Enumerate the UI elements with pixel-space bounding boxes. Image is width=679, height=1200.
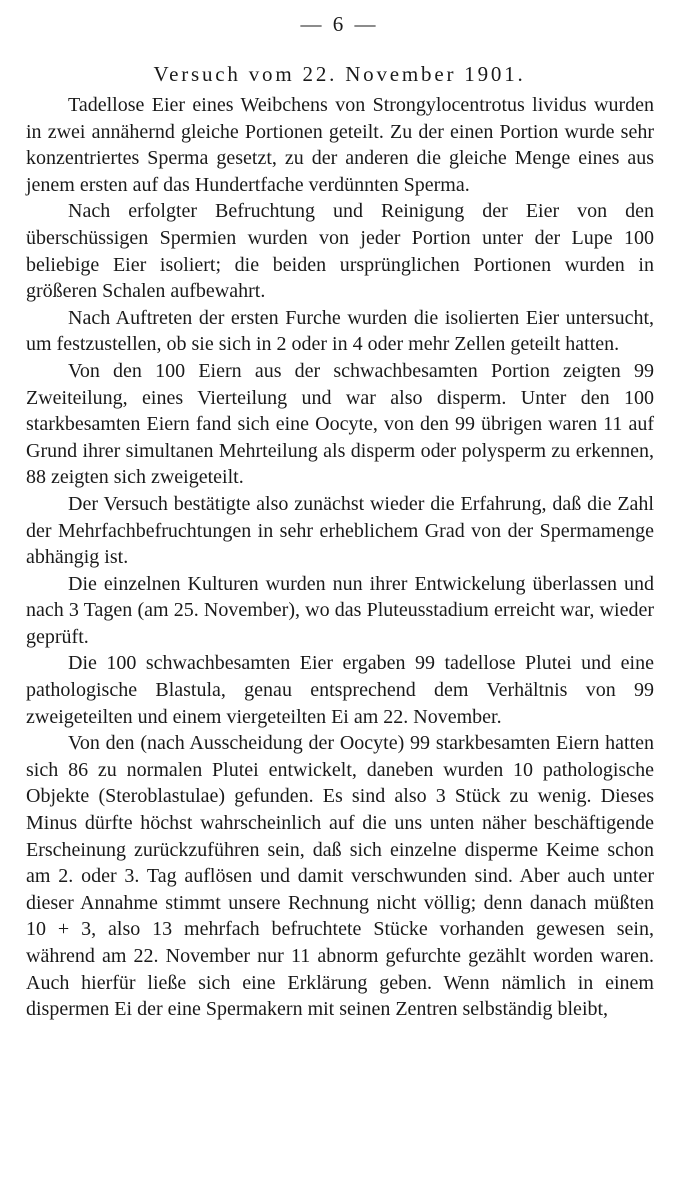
paragraph-3: Nach Auftreten der ersten Furche wurden die isolierten Eier untersucht, um festzustellen, ob sie sich in 2 oder in 4 oder mehr Zellen geteilt hatten. <box>26 306 654 356</box>
paragraph-6: Die einzelnen Kulturen wurden nun ihrer Entwickelung überlassen und nach 3 Tagen (am 25. November), wo das Pluteusstadium erreicht war, wieder geprüft. <box>26 572 654 648</box>
page-number: — 6 — <box>300 12 379 36</box>
body-text <box>26 92 654 1023</box>
paragraph-5: Der Versuch bestätigte also zunächst wieder die Erfahrung, daß die Zahl der Mehrfachbefruchtungen in sehr erheblichem Grad von der Spermamenge abhängig ist. <box>26 492 654 569</box>
paragraph-7: Die 100 schwachbesamten Eier ergaben 99 tadellose Plutei und eine pathologische Blastula, genau entsprechend dem Verhältnis von 99 zweigeteilten und einem viergeteilten Ei am 22. November. <box>26 652 654 728</box>
paragraph-4: Von den 100 Eiern aus der schwachbesamten Portion zeigten 99 Zweiteilung, eines Vierteilung und war also disperm. Unter den 100 starkbesamten Eiern fand sich eine Oocyte, von den 99 übrigen waren 11 auf Grund ihrer simultanen Mehrteilung als disperm oder polysperm zu erkennen, 88 zeigten sich zweigeteilt. <box>26 359 654 489</box>
paragraph-8: Von den (nach Ausscheidung der Oocyte) 99 starkbesamten Eiern hatten sich 86 zu normalen Plutei entwickelt, daneben wurden 10 pathologische Objekte (Steroblastulae) gefunden. Es sind also 3 Stück zu wenig. Dieses Minus dürfte höchst wahrscheinlich auf die uns unten näher beschäftigende Erscheinung zurückzuführen sein, daß sich einzelne disperme Keime schon am 2. oder 3. Tag auflösen und damit verschwunden sind. Aber auch unter dieser Annahme stimmt unsere Rechnung nicht völlig; denn danach müßten 10 + 3, also 13 mehrfach befruchtete Stücke vorhanden gewesen sein, während am 22. November nur 11 abnorm gefurchte gezählt worden waren. Auch hierfür ließe sich eine Erklärung geben. Wenn nämlich in einem dispermen Ei der eine Spermakern mit seinen Zentren selbständig bleibt, <box>26 732 654 1021</box>
section-heading: Versuch vom 22. November 1901. <box>153 62 526 86</box>
paragraph-2: Nach erfolgter Befruchtung und Reinigung der Eier von den überschüssigen Spermien wurden von jeder Portion unter der Lupe 100 beliebige Eier isoliert; die beiden ursprünglichen Portionen wurden in größeren Schalen aufbewahrt. <box>26 200 654 303</box>
paragraph-1: Tadellose Eier eines Weibchens von Strongylocentrotus lividus wurden in zwei annähernd gleiche Portionen geteilt. Zu der einen Portion wurde sehr konzentriertes Sperma gesetzt, zu der anderen die gleiche Menge eines aus jenem ersten auf das Hundertfache verdünnten Sperma. <box>26 94 654 196</box>
